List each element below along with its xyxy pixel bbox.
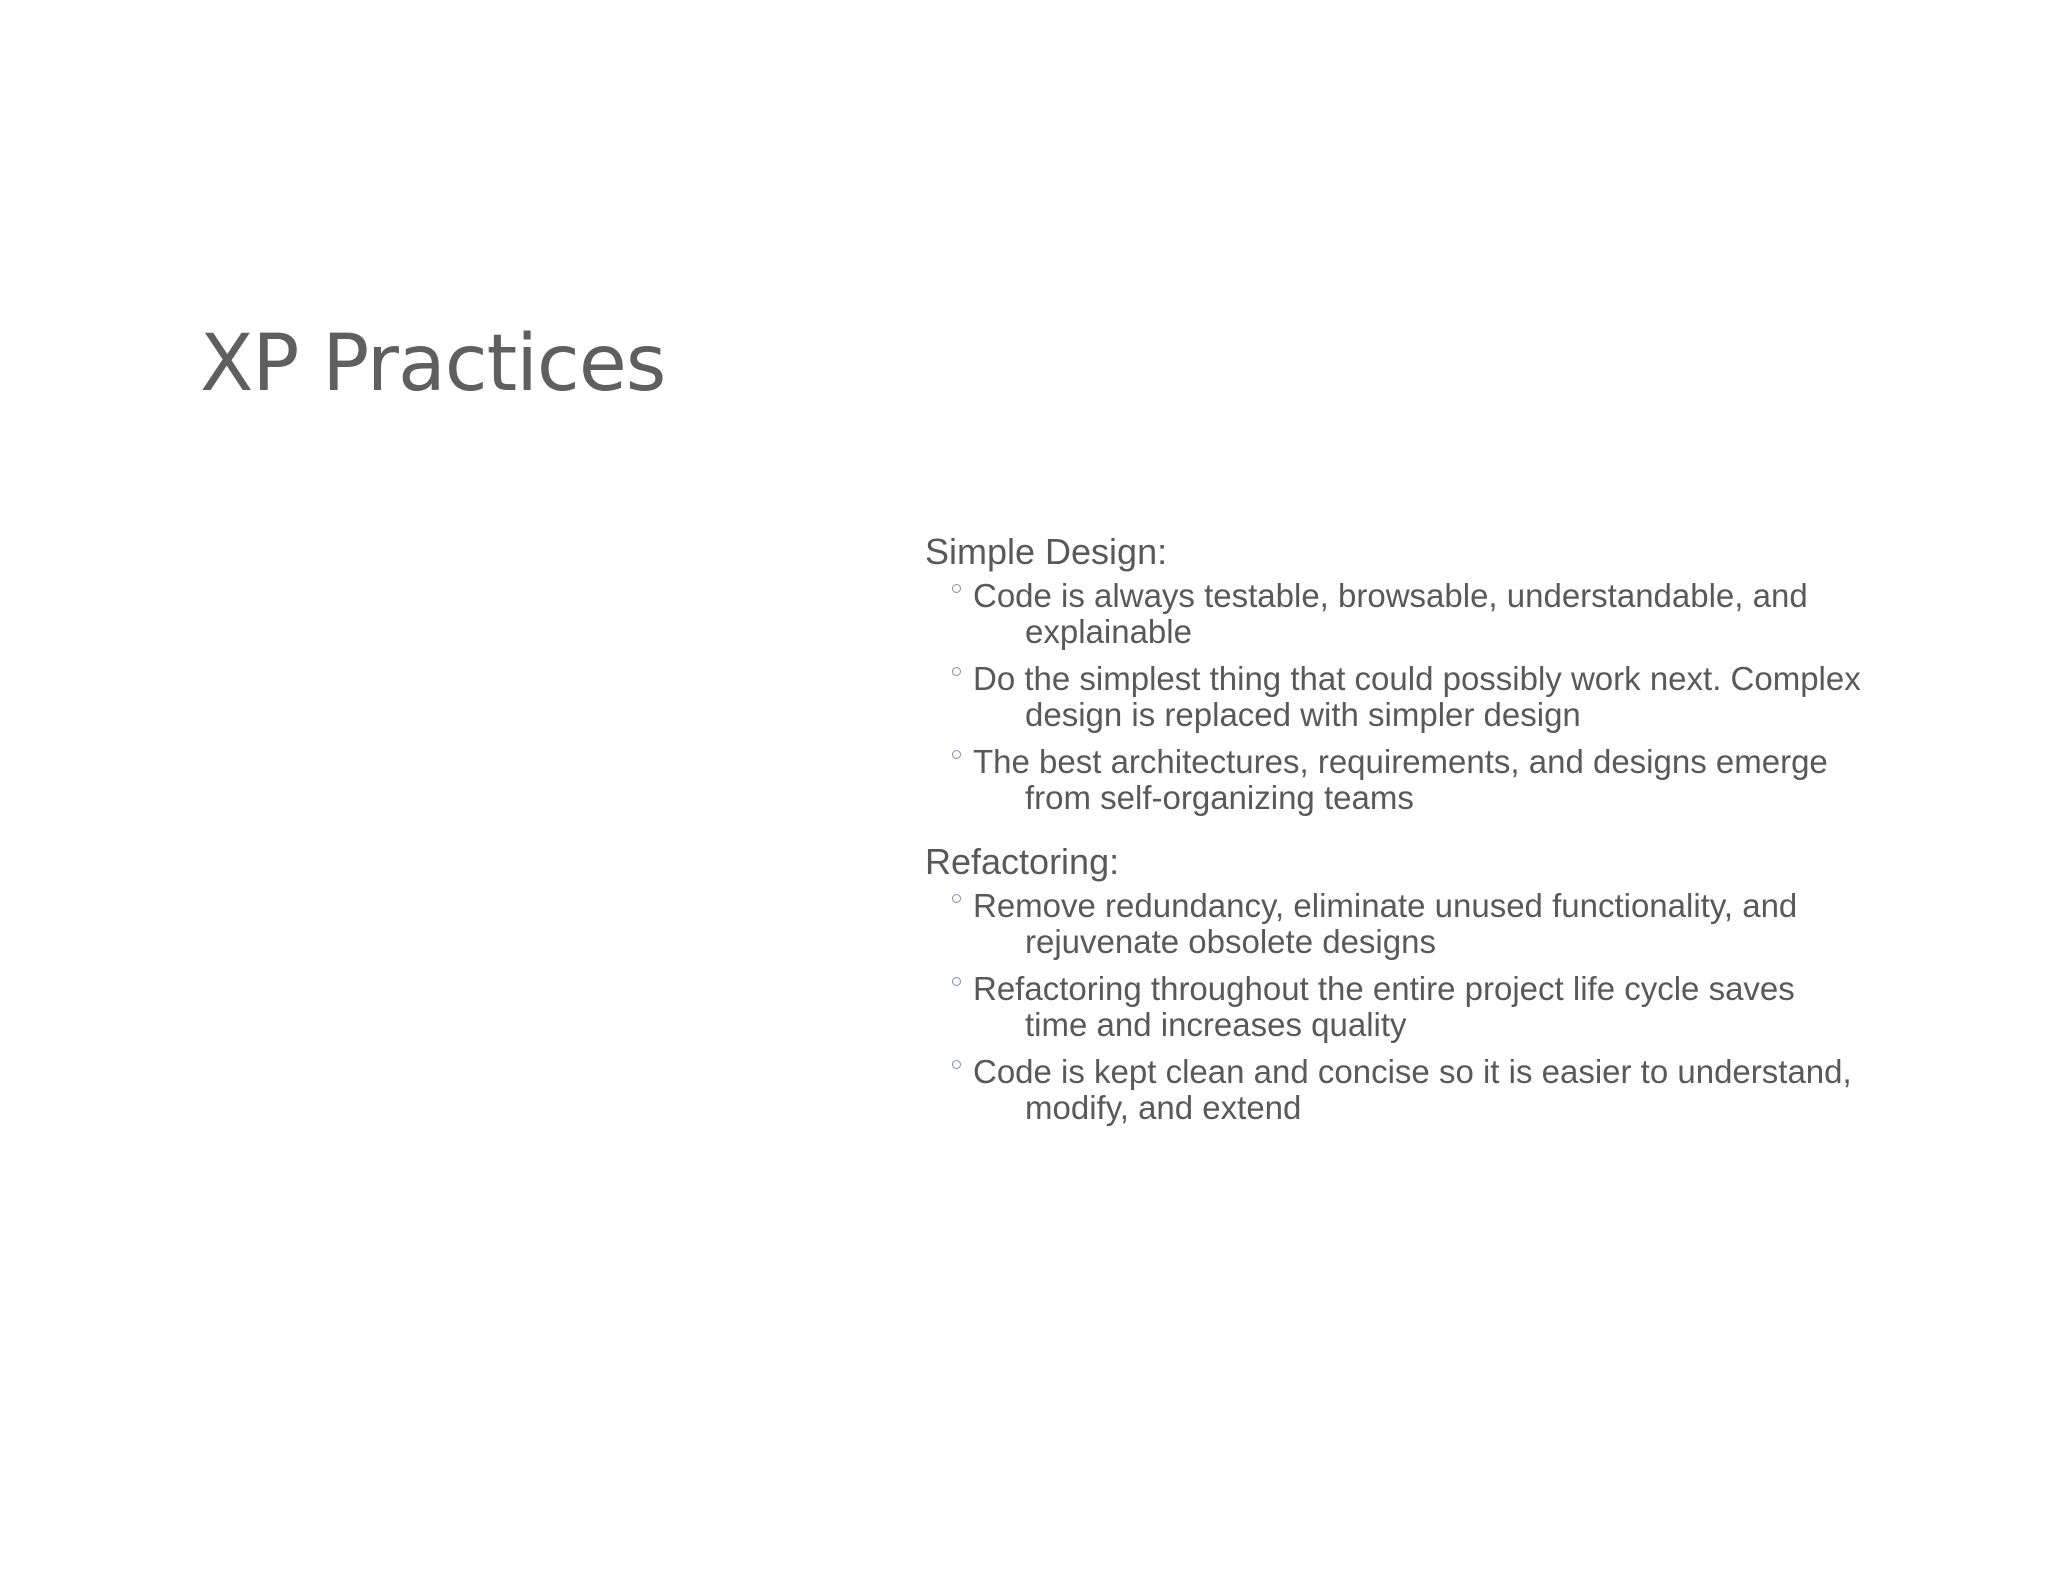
hollow-circle-bullet-icon	[952, 1060, 961, 1069]
hollow-circle-bullet-icon	[952, 667, 961, 676]
list-item	[925, 1054, 1925, 1126]
list-item-text: The best architectures, requirements, and designs emerge	[973, 743, 1828, 780]
bullet-list	[925, 578, 1925, 816]
list-item-text-continued: modify, and extend	[1025, 1089, 1302, 1126]
slide-title: XP Practices	[200, 319, 666, 409]
list-item-text-continued: explainable	[1025, 613, 1192, 650]
list-item-text-continued: rejuvenate obsolete designs	[1025, 923, 1436, 960]
hollow-circle-bullet-icon	[952, 750, 961, 759]
list-item-text: Code is always testable, browsable, understandable, and	[973, 577, 1808, 614]
bullet-list	[925, 888, 1925, 1126]
list-item	[925, 578, 1925, 650]
list-item	[925, 888, 1925, 960]
list-item-text: Do the simplest thing that could possibly work next. Complex	[973, 660, 1861, 697]
section-heading: Simple Design:	[925, 531, 1168, 572]
list-item	[925, 971, 1925, 1043]
hollow-circle-bullet-icon	[952, 894, 961, 903]
slide-content	[925, 530, 1925, 1150]
list-item	[925, 744, 1925, 816]
hollow-circle-bullet-icon	[952, 977, 961, 986]
list-item-text-continued: design is replaced with simpler design	[1025, 696, 1581, 733]
list-item-text-continued: from self-organizing teams	[1025, 779, 1414, 816]
section-heading: Refactoring:	[925, 841, 1120, 882]
list-item-text: Code is kept clean and concise so it is easier to understand,	[973, 1053, 1852, 1090]
list-item-text: Remove redundancy, eliminate unused functionality, and	[973, 887, 1798, 924]
list-item-text: Refactoring throughout the entire project life cycle saves	[973, 970, 1795, 1007]
list-item	[925, 661, 1925, 733]
hollow-circle-bullet-icon	[952, 584, 961, 593]
list-item-text-continued: time and increases quality	[1025, 1006, 1407, 1043]
section-refactoring	[925, 840, 1925, 1126]
section-simple-design	[925, 530, 1925, 816]
